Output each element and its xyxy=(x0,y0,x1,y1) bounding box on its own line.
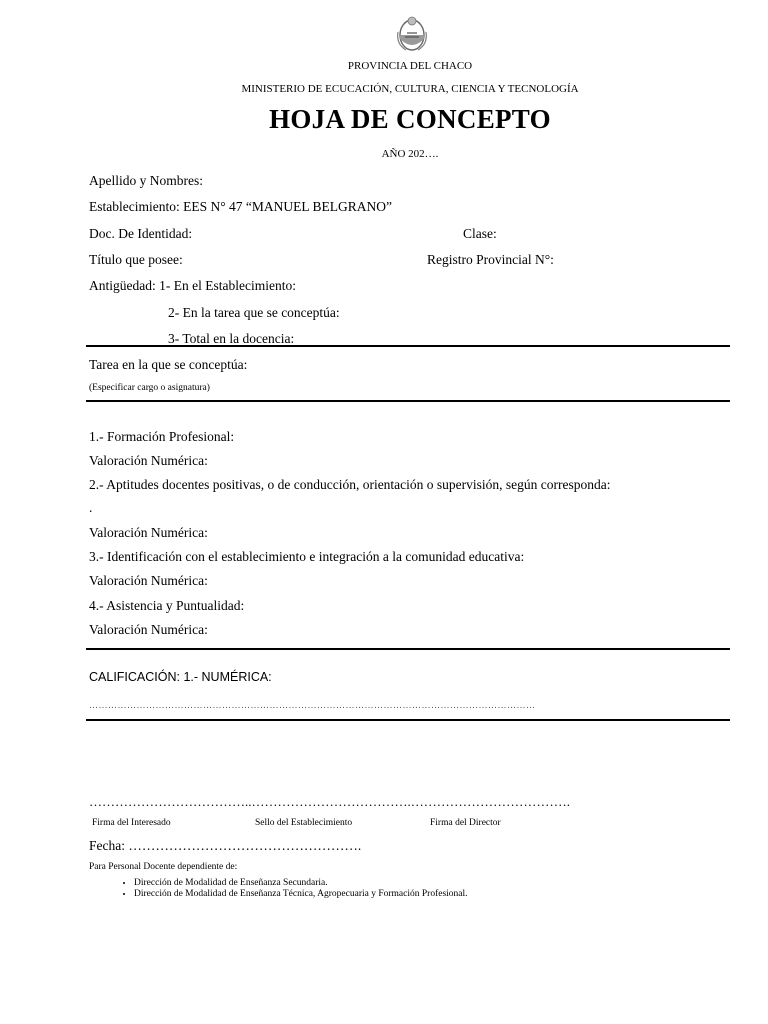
criterio-3: 3.- Identificación con el establecimiento e integración a la comunidad educativa: xyxy=(89,549,525,564)
antiguedad-tarea: 2- En la tarea que se conceptúa: xyxy=(168,305,340,320)
year-label: AÑO 202…. xyxy=(381,148,439,160)
footer-intro: Para Personal Docente dependiente de: xyxy=(89,862,238,872)
page-title: HOJA DE CONCEPTO xyxy=(269,104,551,134)
footer-list xyxy=(104,878,468,900)
doc-identidad-field: Doc. De Identidad: xyxy=(89,226,193,241)
divider xyxy=(86,719,730,721)
antiguedad-establecimiento: Antigüedad: 1- En el Establecimiento: xyxy=(89,278,296,293)
ministry-heading: MINISTERIO DE ECUCACIÓN, CULTURA, CIENCIA Y TECNOLOGÍA xyxy=(241,83,579,95)
firma-interesado-label: Firma del Interesado xyxy=(92,818,171,828)
titulo-field: Título que posee: xyxy=(89,252,183,267)
valoracion-4: Valoración Numérica: xyxy=(89,622,208,637)
criterio-1: 1.- Formación Profesional: xyxy=(89,429,235,444)
valoracion-3: Valoración Numérica: xyxy=(89,573,208,588)
firma-director-label: Firma del Director xyxy=(430,818,501,828)
criterio-2-dot: . xyxy=(89,500,93,515)
valoracion-2: Valoración Numérica: xyxy=(89,525,208,540)
signature-line: ………………………………..……………………………….………………………………. xyxy=(89,794,570,809)
valoracion-1: Valoración Numérica: xyxy=(89,453,208,468)
antiguedad-total: 3- Total en la docencia: xyxy=(168,331,295,346)
registro-field: Registro Provincial N°: xyxy=(427,252,554,267)
fecha-field: Fecha: ……………………………………………. xyxy=(89,838,362,853)
list-item: • Dirección de Modalidad de Enseñanza Técnica, Agropecuaria y Formación Profesional. xyxy=(134,889,468,900)
apellido-field: Apellido y Nombres: xyxy=(89,173,203,188)
establecimiento-field: Establecimiento: EES N° 47 “MANUEL BELGRANO” xyxy=(89,199,392,214)
calificacion-label: CALIFICACIÓN: 1.- NUMÉRICA: xyxy=(89,670,272,684)
list-item: • Dirección de Modalidad de Enseñanza Secundaria. xyxy=(134,878,468,889)
criterio-2: 2.- Aptitudes docentes positivas, o de conducción, orientación o supervisión, según corresponda: xyxy=(89,477,611,492)
calificacion-dots: …………………………………………………………………………………………………………………………… xyxy=(89,700,536,710)
criterio-4: 4.- Asistencia y Puntualidad: xyxy=(89,598,245,613)
province-heading: PROVINCIA DEL CHACO xyxy=(347,60,473,72)
tarea-note: (Especificar cargo o asignatura) xyxy=(89,383,210,393)
divider xyxy=(86,345,730,347)
divider xyxy=(86,648,730,650)
coat-of-arms-icon xyxy=(394,12,430,54)
sello-label: Sello del Establecimiento xyxy=(255,818,353,828)
clase-field: Clase: xyxy=(463,226,497,241)
divider xyxy=(86,400,730,402)
tarea-label: Tarea en la que se conceptúa: xyxy=(89,357,248,372)
